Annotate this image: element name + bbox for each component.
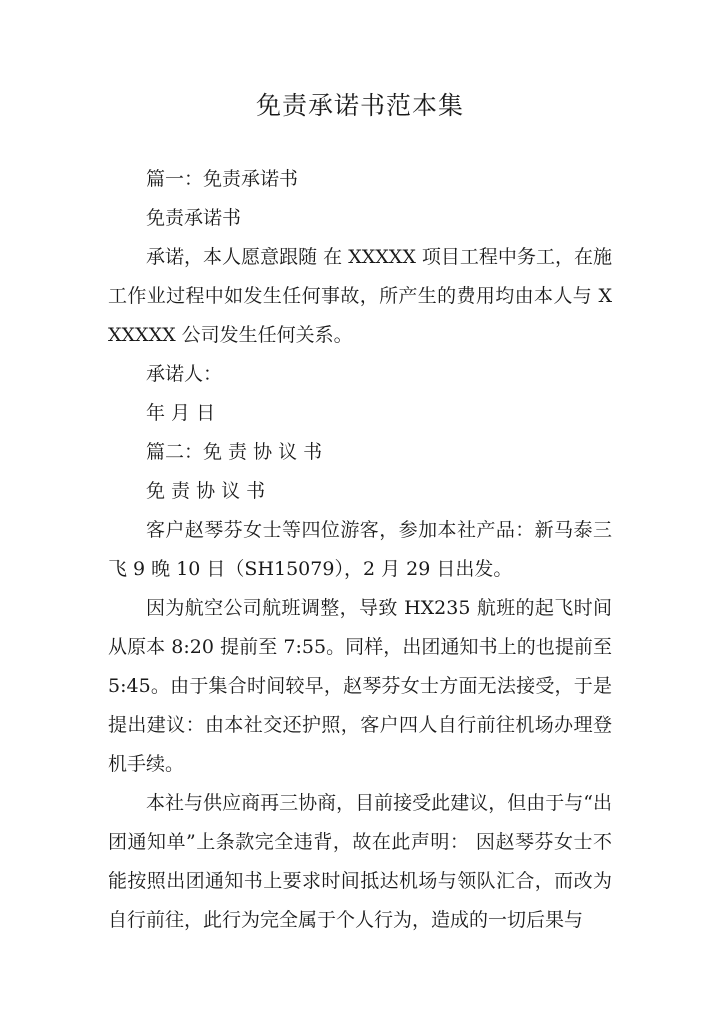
document-body: [108, 160, 612, 940]
paragraph-flight-change: 因为航空公司航班调整，导致 HX235 航班的起飞时间从原本 8:20 提前至 7:55。同样，出团通知书上的也提前至 5:45。由于集合时间较早，赵琴芬女士方面无法接受，于是提出建议：由本社交还护照，客户四人自行前往机场办理登机手续。: [108, 597, 612, 775]
paragraph-customer: 客户赵琴芬女士等四位游客，参加本社产品：新马泰三飞 9 晚 10 日（SH15079），2 月 29 日出发。: [108, 519, 612, 580]
document-title: 免责承诺书范本集: [255, 91, 464, 120]
paragraph-declaration: 本社与供应商再三协商，目前接受此建议，但由于与“出团通知单”上条款完全违背，故在此声明： 因赵琴芬女士不能按照出团通知书上要求时间抵达机场与领队汇合，而改为自行前往，此行为完全属于个人行为，造成的一切后果与: [108, 792, 612, 931]
section-heading-2: 篇二：免 责 协 议 书: [146, 441, 323, 463]
subheading-1: 免责承诺书: [146, 207, 242, 229]
date-line: 年 月 日: [146, 402, 216, 424]
paragraph-commitment: 承诺，本人愿意跟随 在 XXXXX 项目工程中务工，在施工作业过程中如发生任何事故，所产生的费用均由本人与 XXXXXX 公司发生任何关系。: [108, 246, 612, 346]
subheading-2: 免 责 协 议 书: [146, 480, 266, 502]
section-heading-1: 篇一：免责承诺书: [146, 168, 299, 190]
signature-label: 承诺人：: [146, 363, 223, 385]
